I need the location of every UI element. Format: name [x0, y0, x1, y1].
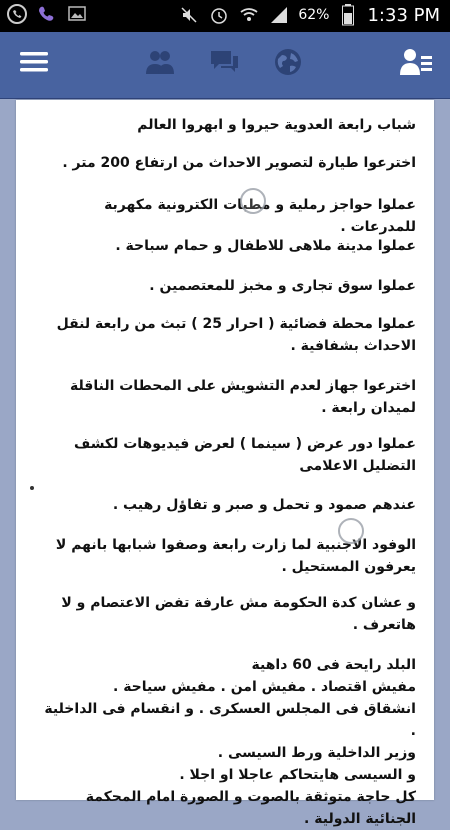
system-icons: [178, 4, 440, 26]
contacts-button[interactable]: [394, 44, 438, 84]
post-paragraph: اخترعوا جهاز لعدم التشويش على المحطات الناقلة لميدان رابعة .: [69, 378, 416, 416]
battery-icon: [337, 4, 359, 26]
whatsapp-icon: [6, 3, 28, 25]
post-paragraph: عملوا مدينة ملاهى للاطفال و حمام سباحة .: [115, 238, 416, 254]
touch-indicator: [338, 518, 364, 544]
globe-icon: [273, 47, 303, 81]
wifi-icon: [238, 4, 260, 26]
image-icon: [66, 3, 88, 25]
clock: 1:33 PM: [367, 4, 440, 26]
post-paragraph: البلد رايحة فى 60 داهية مفيش اقتصاد . مفيش امن . مفيش سياحة . انشقاق فى المجلس العسكرى . و انقسام فى الداخلية . وزير الداخلية ورط السيسى . و السيسى هايتحاكم عاجلا او اجلا . كل حاجة متوثقة بالصوت و الصورة امام المحكمة الجنائية الدولية .: [44, 657, 416, 827]
notifications-button[interactable]: [266, 44, 310, 84]
status-bar: [0, 0, 450, 32]
menu-icon: [19, 50, 49, 78]
notification-icons: [6, 3, 88, 25]
post-content: [16, 100, 434, 827]
post-paragraph: و عشان كدة الحكومة مش عارفة تفض الاعتصام و لا هاتعرف .: [61, 595, 416, 633]
post-paragraph: عملوا دور عرض ( سينما ) لعرض فيديوهات لكشف التضليل الاعلامى: [74, 436, 416, 474]
menu-button[interactable]: [12, 44, 56, 84]
stray-dot: [30, 486, 34, 490]
messages-icon: [207, 48, 241, 80]
post-paragraph: الوفود الاجنبية لما زارت رابعة وصفوا شبابها بانهم لا يعرفون المستحيل .: [55, 537, 416, 575]
touch-indicator: [240, 188, 266, 214]
messages-button[interactable]: [202, 44, 246, 84]
top-navigation-bar: [0, 32, 450, 99]
post-paragraph: عملوا حواجز رملية و مطبات الكترونية مكهربة للمدرعات .: [104, 197, 416, 235]
alarm-icon: [208, 4, 230, 26]
signal-icon: [268, 4, 290, 26]
post-paragraph: عملوا سوق تجارى و مخبز للمعتصمين .: [149, 278, 416, 294]
post-paragraph: شباب رابعة العدوية حيروا و ابهروا العالم: [137, 117, 416, 133]
mute-icon: [178, 4, 200, 26]
battery-percent: 62%: [298, 7, 330, 23]
post-paragraph: عندهم صمود و تحمل و صبر و تفاؤل رهيب .: [112, 497, 416, 513]
friend-requests-button[interactable]: [138, 44, 182, 84]
viber-icon: [36, 3, 58, 25]
post-paragraph: عملوا محطة فضائية ( احرار 25 ) تبث من رابعة لنقل الاحداث بشفافية .: [56, 316, 416, 354]
post-paragraph: اخترعوا طيارة لتصوير الاحداث من ارتفاع 200 متر .: [62, 155, 416, 171]
contacts-list-icon: [399, 47, 433, 81]
friends-icon: [143, 48, 177, 80]
